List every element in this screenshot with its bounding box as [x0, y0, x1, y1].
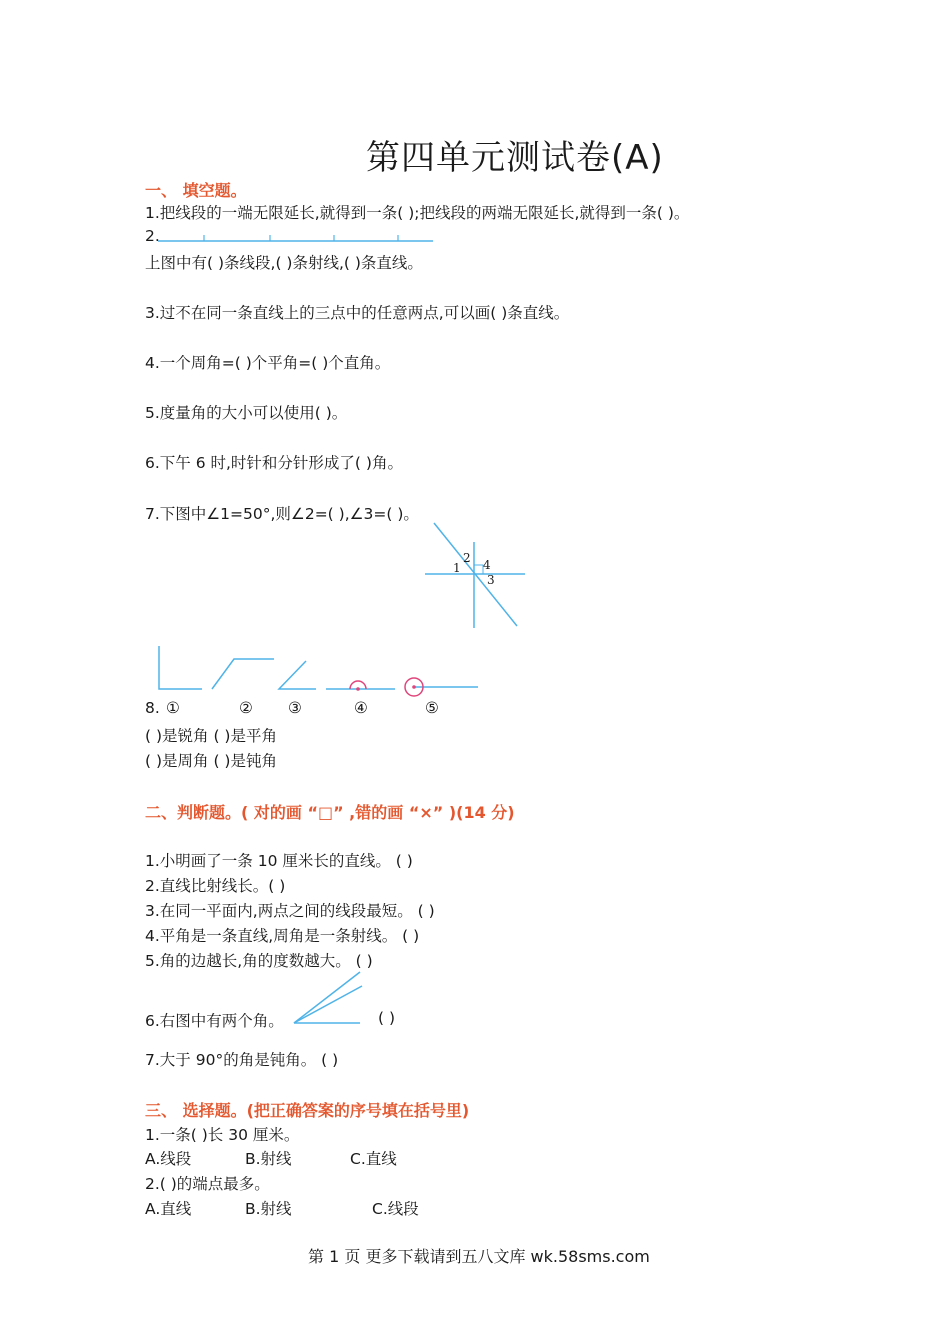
angle-label-2: 2 — [463, 551, 471, 565]
choice-question-2: 2.( )的端点最多。 — [145, 1175, 270, 1193]
line-segments-figure — [158, 232, 438, 246]
angle-label-3: 3 — [487, 573, 495, 587]
question-1-7: 7.下图中∠1=50°,则∠2=( ),∠3=( )。 — [145, 505, 419, 523]
choice-question-1: 1.一条( )长 30 厘米。 — [145, 1126, 300, 1144]
judgement-item-3: 3.在同一平面内,两点之间的线段最短。 ( ) — [145, 902, 435, 920]
page-title: 第四单元测试卷(A) — [366, 138, 664, 178]
intersecting-lines-figure — [420, 520, 530, 630]
judgement-item-6-answer: ( ) — [378, 1009, 396, 1027]
question-1-3: 3.过不在同一条直线上的三点中的任意两点,可以画( )条直线。 — [145, 304, 570, 322]
choice-1-option-a: A.线段 — [145, 1150, 192, 1168]
angle-marker-3: ③ — [288, 699, 302, 717]
question-1-2-text: 上图中有( )条线段,( )条射线,( )条直线。 — [145, 254, 423, 272]
angle-label-1: 1 — [453, 561, 461, 575]
section-2-heading: 二、判断题。( 对的画 “□” ,错的画 “×” )(14 分) — [145, 803, 515, 822]
choice-2-option-a: A.直线 — [145, 1200, 192, 1218]
angle-marker-2: ② — [239, 699, 253, 717]
question-1-8-line-2: ( )是周角 ( )是钝角 — [145, 752, 277, 770]
judgement-item-7: 7.大于 90°的角是钝角。 ( ) — [145, 1051, 339, 1069]
page-footer: 第 1 页 更多下载请到五八文库 wk.58sms.com — [308, 1247, 650, 1266]
question-1-1: 1.把线段的一端无限延长,就得到一条( );把线段的两端无限延长,就得到一条( )。 — [145, 204, 690, 222]
choice-1-option-c: C.直线 — [350, 1150, 397, 1168]
judgement-item-6: 6.右图中有两个角。 — [145, 1012, 284, 1030]
section-1-heading: 一、 填空题。 — [145, 181, 247, 200]
angle-marker-4: ④ — [354, 699, 368, 717]
angle-marker-1: ① — [166, 699, 180, 717]
two-rays-figure — [292, 970, 367, 1030]
section-3-heading: 三、 选择题。(把正确答案的序号填在括号里) — [145, 1101, 470, 1120]
angle-shapes-figure — [150, 640, 490, 700]
judgement-item-4: 4.平角是一条直线,周角是一条射线。 ( ) — [145, 927, 420, 945]
angle-label-4: 4 — [483, 558, 491, 572]
choice-2-option-b: B.射线 — [245, 1200, 292, 1218]
angle-marker-5: ⑤ — [425, 699, 439, 717]
choice-1-option-b: B.射线 — [245, 1150, 292, 1168]
question-1-8-line-1: ( )是锐角 ( )是平角 — [145, 727, 277, 745]
judgement-item-5: 5.角的边越长,角的度数越大。 ( ) — [145, 952, 373, 970]
question-1-2-number: 2. — [145, 227, 160, 245]
question-1-5: 5.度量角的大小可以使用( )。 — [145, 404, 348, 422]
question-1-8-number: 8. — [145, 699, 160, 717]
question-1-4: 4.一个周角=( )个平角=( )个直角。 — [145, 354, 391, 372]
judgement-item-1: 1.小明画了一条 10 厘米长的直线。 ( ) — [145, 852, 413, 870]
judgement-item-2: 2.直线比射线长。( ) — [145, 877, 286, 895]
choice-2-option-c: C.线段 — [372, 1200, 419, 1218]
question-1-6: 6.下午 6 时,时针和分针形成了( )角。 — [145, 454, 403, 472]
